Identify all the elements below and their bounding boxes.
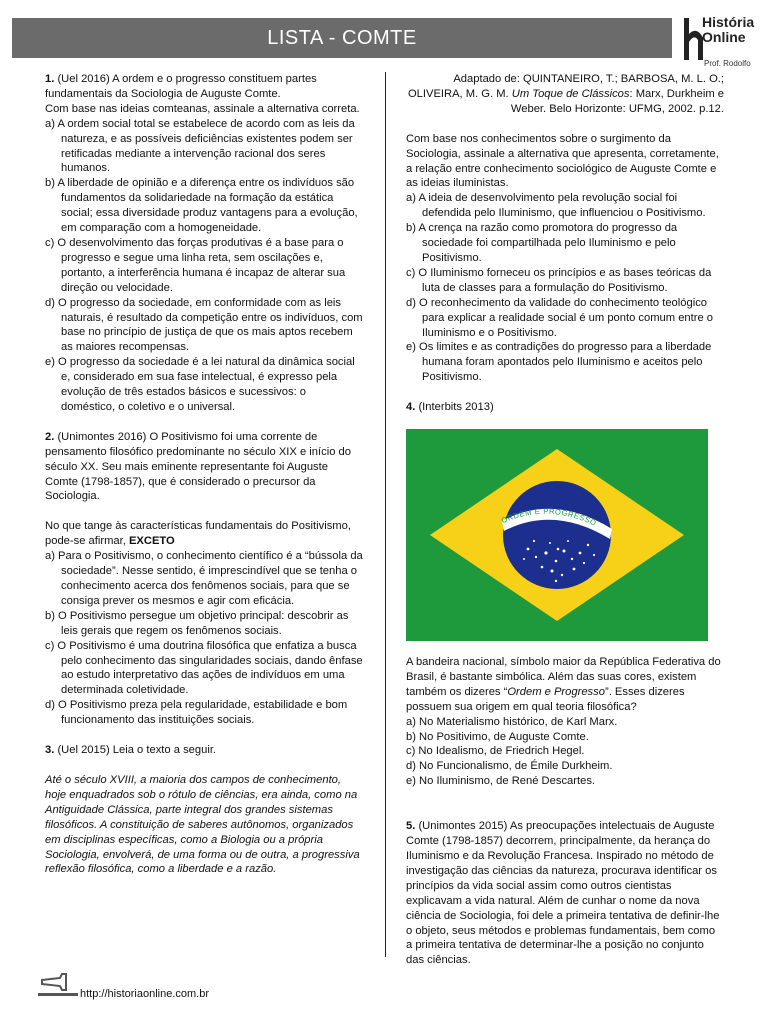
question-3-continued <box>406 132 724 385</box>
q3-option-d: d) O reconhecimento da validade do conhecimento teológico para explicar a realidade social é um ponto comum entre o Iluminismo e o Positivismo. <box>406 296 714 339</box>
logo-line2: Online <box>702 29 746 45</box>
q4-head: (Interbits 2013) <box>415 401 494 414</box>
q3-source-rest: : Marx, Durkheim e Weber. Belo Horizonte: UFMG, 2002. p.12. <box>510 87 724 115</box>
q2-option-c: c) O Positivismo é uma doutrina filosófica que enfatiza a busca pelo conhecimento das singularidades sociais, dando ênfase ao estudo interpretativo das ações de indivíduos em uma determinada coletividade. <box>45 639 363 697</box>
q3-option-e: e) Os limites e as contradições do progresso para a liberdade humana foram apontados pelo Iluminismo e aceitos pelo Positivismo. <box>406 341 712 384</box>
q1-option-d: d) O progresso da sociedade, em conformidade com as leis naturais, é resultado da competição entre os indivíduos, com base no princípio de justiça de que os mais aptos recebem as maiores recompensas. <box>45 296 363 354</box>
logo-h-icon <box>680 14 704 64</box>
header-bar <box>12 18 672 58</box>
q4-number: 4. <box>406 401 416 414</box>
q2-option-d: d) O Positivismo preza pela regularidade, estabilidade e bom funcionamento das instituições sociais. <box>45 699 348 727</box>
q3-source-authors: Adaptado de: QUINTANEIRO, T.; BARBOSA, M. L. O.; OLIVEIRA, M. G. M. <box>407 73 724 100</box>
historia-online-logo <box>680 12 762 74</box>
logo-prof: Prof. Rodolfo <box>704 59 751 68</box>
q3-source-title: Um Toque de Clássicos <box>511 87 630 100</box>
q1-stem: Com base nas ideias comteanas, assinale a alternativa correta. <box>45 102 360 115</box>
q2-option-b: b) O Positivismo persegue um objetivo principal: descobrir as leis gerais que regem os fenômenos sociais. <box>45 609 349 637</box>
question-5 <box>406 819 724 968</box>
left-column <box>45 72 363 892</box>
footer-url-link[interactable]: http://historiaonline.com.br <box>80 988 210 1000</box>
q1-option-c: c) O desenvolvimento das forças produtivas é a base para o progresso e segue uma linha reta, sem oscilações e, portanto, a interferência humana é incapaz de alterar sua direção ou velocidade. <box>45 236 346 294</box>
brazil-flag-image <box>406 429 708 641</box>
q2-stem-text: No que tange às características fundamentais do Positivismo, pode-se afirmar, <box>45 520 351 548</box>
q1-number: 1. <box>45 73 55 85</box>
q2-stem-bold: EXCETO <box>128 535 175 548</box>
hand-pointer-icon <box>40 972 74 992</box>
q4-stem <box>406 655 724 715</box>
q2-head: (Unimontes 2016) O Positivismo foi uma corrente de pensamento filosófico predominante no século XIX e início do século XX. Seu mais eminente representante foi Auguste Comte (1798-1857), que é considerado o precursor da Sociologia. <box>45 430 351 503</box>
q4-option-d: d) No Funcionalismo, de Émile Durkheim. <box>406 760 613 773</box>
q5-number: 5. <box>406 820 416 833</box>
right-column <box>406 72 724 983</box>
q4-option-c: c) No Idealismo, de Friedrich Hegel. <box>406 745 585 758</box>
q2-stem <box>45 519 363 549</box>
q4-stem-motto: Ordem e Progresso <box>507 685 605 698</box>
q2-option-a: a) Para o Positivismo, o conhecimento científico é a “bússola da sociedade”. Nesse sentido, é imprescindível que se tenha o conhecimento acerca dos fenômenos sociais, para que se consiga prever os mesmos e agir com eficácia. <box>45 550 363 607</box>
q2-number: 2. <box>45 430 55 443</box>
q3-option-c: c) O Iluminismo forneceu os princípios e as bases teóricas da luta de classes para a formulação do Positivismo. <box>406 266 712 294</box>
flag-blue-globe <box>503 481 611 589</box>
q3-quote: Até o século XVIII, a maioria dos campos de conhecimento, hoje enquadrados sob o rótulo de ciências, era ainda, como na Antiguidade Clássica, parte integral dos grandes sistemas filosóficos. A constituição de saberes autônomos, organizados em disciplinas específicas, como a Biologia ou a própria Sociologia, envolverá, de uma forma ou de outra, a progressiva reflexão filosófica, como a liberdade e a razão. <box>45 773 360 876</box>
q1-option-e: e) O progresso da sociedade é a lei natural da dinâmica social e, considerado em sua fase intelectual, é expresso pela evolução de três estados básicos e sucessivos: o doméstico, o coletivo e o universal. <box>45 356 355 413</box>
q1-option-a: a) A ordem social total se estabelece de acordo com as leis da natureza, e as possíveis deficiências existentes podem ser retificadas mediante a intervenção racional dos seres humanos. <box>45 117 355 175</box>
footer-rule <box>38 993 78 996</box>
question-1 <box>45 72 363 415</box>
q1-option-b: b) A liberdade de opinião e a diferença entre os indivíduos são fundamentos da solidariedade na formação da estática social; essa diversidade produz vantagens para a evolução, em comparação com a homogeneidade. <box>45 177 358 235</box>
q3-option-a: a) A ideia de desenvolvimento pela revolução social foi defendida pelo Iluminismo, que influenciou o Positivismo. <box>406 192 706 220</box>
q4-option-b: b) No Positivimo, de Auguste Comte. <box>406 730 589 743</box>
flag-motto: ORDEM E PROGRESSO <box>499 506 599 528</box>
q4-stem-text-2: ”. Esses dizeres possuem sua origem em qual teoria filosófica? <box>406 685 685 713</box>
q3-option-b: b) A crença na razão como promotora do progresso da sociedade foi compartilhada pelo Iluminismo e pelo Positivismo. <box>406 222 678 264</box>
column-divider <box>385 72 386 957</box>
question-4 <box>406 400 724 789</box>
question-3 <box>45 743 363 877</box>
q1-head: (Uel 2016) A ordem e o progresso constituem partes fundamentais da Sociologia de Auguste Comte. <box>45 73 317 100</box>
q3-source <box>406 72 724 117</box>
q5-head: (Unimontes 2015) As preocupações intelectuais de Auguste Comte (1798-1857) decorrem, principalmente, da herança do Iluminismo e da Revolução Francesa. Inspirado no método de investigação das ciências da natureza, procurava identificar os princípios da vida social assim como outros cientistas explicavam a vida natural. Além de cunhar o nome da nova ciência de Sociologia, foi dele a primeira tentativa de definir-lhe o objeto, seus métodos e problemas fundamentais, bem como a primeira tentativa de determinar-lhe a posição no conjunto das ciências. <box>406 820 720 967</box>
q4-stem-text-1: A bandeira nacional, símbolo maior da República Federativa do Brasil, é bastante simbólica. Além das suas cores, existem também os dizeres “ <box>406 656 721 698</box>
page-title: LISTA - COMTE <box>267 27 417 49</box>
q3-stem: Com base nos conhecimentos sobre o surgimento da Sociologia, assinale a alternativa que apresenta, corretamente, a relação entre conhecimento sociológico de Auguste Comte e as ideias iluministas. <box>406 132 719 190</box>
logo-line1: História <box>702 14 755 30</box>
q4-option-a: a) No Materialismo histórico, de Karl Marx. <box>406 715 618 728</box>
q3-head: (Uel 2015) Leia o texto a seguir. <box>54 744 217 757</box>
q3-number: 3. <box>45 744 55 757</box>
q4-option-e: e) No Iluminismo, de René Descartes. <box>406 775 596 788</box>
question-2 <box>45 430 363 728</box>
